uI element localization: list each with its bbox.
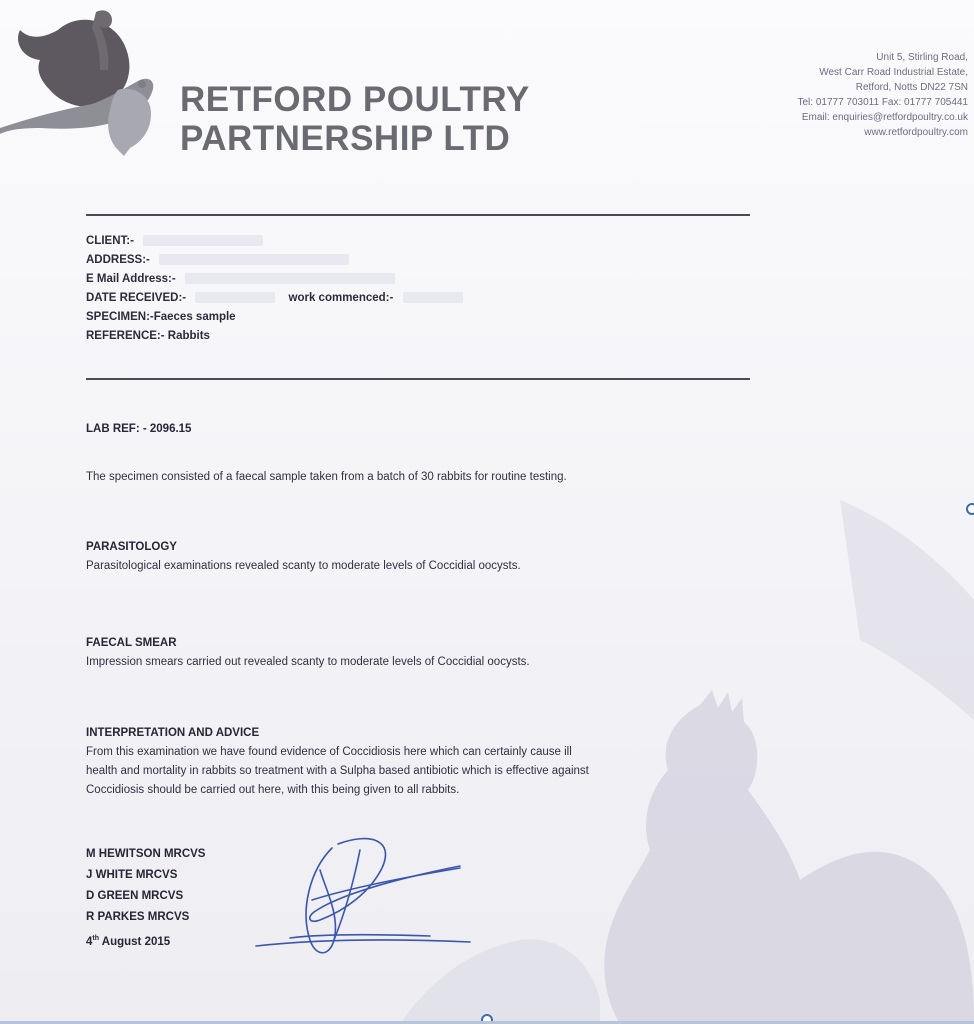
signatory-name: D GREEN MRCVS (86, 890, 184, 902)
contact-address-line1: Unit 5, Stirling Road, (876, 52, 968, 63)
redacted-work-commenced (403, 292, 463, 303)
redacted-date-received (195, 292, 275, 303)
reference-row: REFERENCE:- Rabbits (86, 330, 210, 342)
date-received-label: DATE RECEIVED:- (86, 292, 187, 304)
contact-address-line2: West Carr Road Industrial Estate, (819, 67, 968, 78)
report-date (86, 928, 205, 953)
handwritten-signature (250, 830, 480, 970)
company-name-line1: RETFORD POULTRY (180, 80, 530, 119)
signatory-name: M HEWITSON MRCVS (86, 848, 206, 860)
parasitology-heading: PARASITOLOGY (86, 541, 177, 553)
client-label: CLIENT:- (86, 235, 134, 247)
bottom-divider (86, 378, 750, 380)
company-name (180, 80, 530, 158)
work-commenced-label: work commenced:- (288, 292, 394, 304)
address-row (86, 251, 463, 270)
interpretation-line: health and mortality in rabbits so treatment with a Sulpha based antibiotic which is effective against (86, 765, 589, 777)
redacted-address (159, 254, 349, 265)
signatories (86, 844, 205, 953)
report-date-day: 4 (86, 935, 93, 948)
client-details (86, 232, 463, 346)
email-label: E Mail Address:- (86, 273, 176, 285)
contact-phone-fax: Tel: 01777 703011 Fax: 01777 705441 (797, 97, 968, 108)
contact-address-line3: Retford, Notts DN22 7SN (855, 82, 968, 93)
signatory-name: R PARKES MRCVS (86, 911, 190, 923)
email-row (86, 270, 463, 289)
contact-website: www.retfordpoultry.com (864, 127, 968, 138)
contact-block (797, 50, 968, 140)
poultry-logo-icon (0, 0, 175, 165)
company-name-line2: PARTNERSHIP LTD (180, 119, 511, 158)
interpretation-section (86, 724, 589, 800)
interpretation-heading: INTERPRETATION AND ADVICE (86, 727, 260, 739)
signatory-name: J WHITE MRCVS (86, 869, 178, 881)
redacted-email (185, 273, 395, 284)
parasitology-text: Parasitological examinations revealed scanty to moderate levels of Coccidial oocysts. (86, 560, 521, 572)
interpretation-line: Coccidiosis should be carried out here, with this being given to all rabbits. (86, 784, 460, 796)
contact-email: Email: enquiries@retfordpoultry.co.uk (801, 112, 968, 123)
date-received-row (86, 289, 463, 308)
top-divider (86, 214, 750, 216)
client-row (86, 232, 463, 251)
intro-text: The specimen consisted of a faecal sample taken from a batch of 30 rabbits for routine testing. (86, 471, 567, 483)
address-label: ADDRESS:- (86, 254, 150, 266)
redacted-client (143, 235, 263, 246)
interpretation-line: From this examination we have found evidence of Coccidiosis here which can certainly cause ill (86, 746, 572, 758)
faecal-smear-section (86, 634, 530, 672)
lab-ref: LAB REF: - 2096.15 (86, 423, 192, 435)
parasitology-section (86, 538, 521, 576)
report-date-rest: August 2015 (99, 935, 171, 948)
faecal-smear-text: Impression smears carried out revealed scanty to moderate levels of Coccidial oocysts. (86, 656, 530, 668)
specimen-row: SPECIMEN:-Faeces sample (86, 311, 236, 323)
resize-handle-right[interactable] (966, 503, 974, 515)
report-date-suffix: th (92, 935, 100, 942)
faecal-smear-heading: FAECAL SMEAR (86, 637, 177, 649)
